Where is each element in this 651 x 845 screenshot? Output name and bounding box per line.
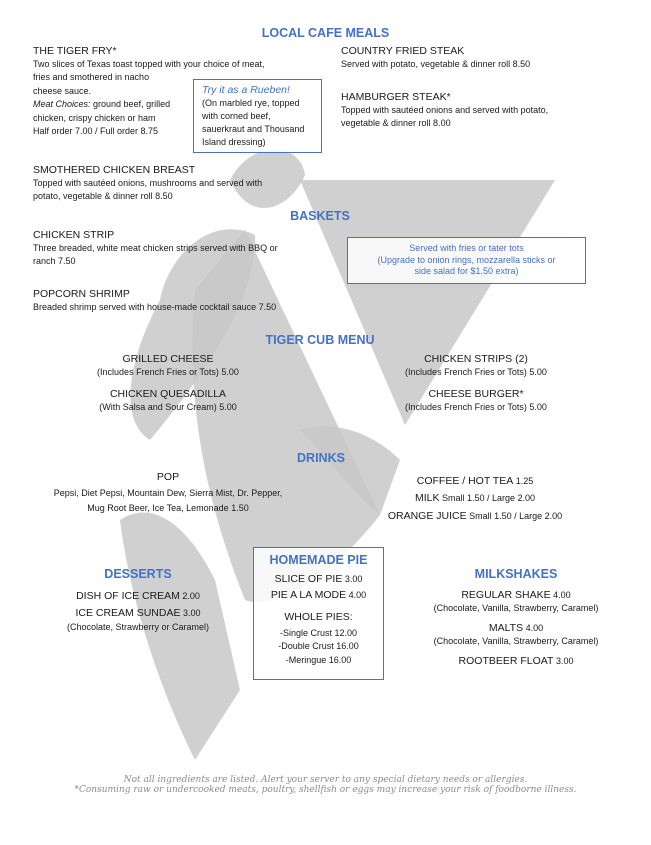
chicken-strip-desc-2: ranch 7.50 [33, 256, 76, 267]
drinks-list [366, 471, 584, 523]
chicken-strips-desc: (Includes French Fries or Tots) 5.00 [405, 367, 547, 377]
rootbeer-float-price: 3.00 [553, 655, 574, 666]
reuben-desc-2: with corned beef, [202, 111, 271, 121]
pop-item [30, 471, 306, 515]
grilled-cheese-item [63, 353, 273, 379]
single-crust-price: -Single Crust 12.00 [279, 627, 358, 638]
malts-price: 4.00 [523, 622, 544, 633]
popcorn-shrimp-item [33, 288, 343, 314]
homemade-pie-heading: HOMEMADE PIE [269, 553, 368, 567]
smothered-chicken-desc-1: Topped with sautéed onions, mushrooms and served with [33, 178, 263, 188]
orange-juice-item [366, 506, 584, 523]
consumption-warning: *Consuming raw or undercooked meats, poultry, shellfish or eggs may increase your risk of foodborne illness. [74, 785, 577, 795]
grilled-cheese-desc: (Includes French Fries or Tots) 5.00 [97, 367, 239, 377]
sundae-name: ICE CREAM SUNDAE [75, 607, 181, 620]
sundae-item [43, 603, 233, 620]
chicken-quesadilla-name: CHICKEN QUESADILLA [109, 388, 227, 400]
tiger-fry-desc-5: chicken, crispy chicken or ham [33, 112, 156, 123]
milk-name: MILK [414, 492, 440, 505]
malts-desc: (Chocolate, Vanilla, Strawberry, Caramel) [433, 636, 599, 647]
reuben-title: Try it as a Rueben! [202, 84, 290, 96]
cheese-burger-desc: (Includes French Fries or Tots) 5.00 [405, 402, 547, 412]
pie-a-la-mode-name: PIE A LA MODE [270, 589, 347, 602]
desserts-section [43, 567, 233, 634]
chicken-strip-name: CHICKEN STRIP [33, 229, 115, 241]
coffee-price: 1.25 [513, 476, 534, 486]
chicken-strip-item [33, 229, 333, 269]
country-fried-steak-name: COUNTRY FRIED STEAK [341, 45, 465, 57]
cheese-burger-item [371, 388, 581, 414]
sundae-price: 3.00 [180, 608, 201, 619]
pie-a-la-mode-item [254, 586, 383, 602]
hamburger-steak-desc-1: Topped with sautéed onions and served with potato, [341, 105, 549, 115]
reuben-note-box [193, 79, 322, 153]
coffee-name: COFFEE / HOT TEA [416, 475, 514, 487]
tiger-fry-desc-1: Two slices of Texas toast topped with your choice of meat, [33, 59, 265, 69]
reuben-desc-3: sauerkraut and Thousand [202, 124, 305, 134]
tiger-fry-desc-2: fries and smothered in nacho [33, 72, 150, 83]
orange-juice-price: Small 1.50 / Large 2.00 [466, 510, 563, 521]
meat-choices-text: ground beef, grilled [90, 99, 171, 110]
regular-shake-name: REGULAR SHAKE [461, 589, 551, 601]
homemade-pie-box [253, 547, 384, 680]
country-fried-steak-desc: Served with potato, vegetable & dinner roll 8.50 [341, 59, 531, 69]
desserts-heading: DESSERTS [104, 567, 172, 581]
baskets-note-1: Served with fries or tater tots [409, 243, 524, 253]
smothered-chicken-item [33, 164, 323, 204]
meringue-price: -Meringue 16.00 [285, 654, 352, 665]
whole-pies-label: WHOLE PIES: [284, 610, 353, 623]
baskets-note-2: (Upgrade to onion rings, mozzarella sticks or [377, 254, 556, 265]
slice-of-pie-price: 3.00 [342, 574, 363, 584]
pop-desc-1: Pepsi, Diet Pepsi, Mountain Dew, Sierra Mist, Dr. Pepper, [53, 488, 283, 498]
hamburger-steak-desc-2: vegetable & dinner roll 8.00 [341, 118, 451, 129]
pop-name: POP [156, 471, 180, 483]
ice-cream-price: 2.00 [179, 591, 200, 601]
grilled-cheese-name: GRILLED CHEESE [122, 353, 214, 365]
hamburger-steak-item [341, 91, 631, 131]
malts-name: MALTS [488, 621, 524, 634]
chicken-strips-item [371, 353, 581, 379]
tiger-cub-menu-heading: TIGER CUB MENU [265, 333, 375, 347]
country-fried-steak-item [341, 45, 631, 71]
allergy-note: Not all ingredients are listed. Alert your server to any special dietary needs or allergies. [123, 775, 528, 785]
sundae-desc: (Chocolate, Strawberry or Caramel) [66, 621, 210, 632]
malts-item [401, 619, 631, 635]
tiger-fry-desc-3: cheese sauce. [33, 85, 92, 96]
tiger-fry-name: THE TIGER FRY* [33, 45, 117, 57]
reuben-desc-1: (On marbled rye, topped [202, 98, 300, 108]
regular-shake-item [401, 586, 631, 602]
pie-a-la-mode-price: 4.00 [346, 590, 367, 601]
rootbeer-float-item [401, 652, 631, 668]
milkshakes-section [401, 567, 631, 668]
milk-item [366, 488, 584, 505]
chicken-quesadilla-item [63, 388, 273, 414]
chicken-strip-desc-1: Three breaded, white meat chicken strips served with BBQ or [33, 243, 278, 253]
tiger-fry-price: Half order 7.00 / Full order 8.75 [33, 126, 159, 137]
ice-cream-name: DISH OF ICE CREAM [76, 590, 180, 602]
baskets-sides-note-box [347, 237, 586, 284]
slice-of-pie-name: SLICE OF PIE [274, 573, 343, 585]
chicken-quesadilla-desc: (With Salsa and Sour Cream) 5.00 [99, 402, 237, 412]
orange-juice-name: ORANGE JUICE [387, 509, 467, 522]
smothered-chicken-desc-2: potato, vegetable & dinner roll 8.50 [33, 191, 173, 202]
chicken-strips-name: CHICKEN STRIPS (2) [424, 353, 528, 365]
pop-desc-2: Mug Root Beer, Ice Tea, Lemonade 1.50 [87, 502, 249, 513]
ice-cream-item [43, 586, 233, 603]
double-crust-price: -Double Crust 16.00 [278, 641, 359, 652]
slice-of-pie-item [254, 570, 383, 586]
milkshakes-heading: MILKSHAKES [474, 567, 558, 581]
baskets-heading: BASKETS [290, 209, 350, 223]
popcorn-shrimp-name: POPCORN SHRIMP [33, 288, 130, 300]
regular-shake-desc: (Chocolate, Vanilla, Strawberry, Caramel) [433, 603, 599, 614]
baskets-note-3: side salad for $1.50 extra) [414, 266, 519, 277]
local-cafe-meals-heading: LOCAL CAFE MEALS [261, 26, 390, 40]
milk-price: Small 1.50 / Large 2.00 [439, 493, 536, 504]
regular-shake-price: 4.00 [550, 590, 571, 600]
footer-notes [0, 775, 651, 795]
coffee-item [366, 471, 584, 488]
hamburger-steak-name: HAMBURGER STEAK* [341, 91, 451, 103]
meat-choices-label: Meat Choices: [33, 99, 91, 110]
drinks-heading: DRINKS [297, 451, 345, 465]
popcorn-shrimp-desc: Breaded shrimp served with house-made cocktail sauce 7.50 [33, 302, 277, 312]
smothered-chicken-name: SMOTHERED CHICKEN BREAST [33, 164, 196, 176]
reuben-desc-4: Island dressing) [202, 137, 266, 147]
cheese-burger-name: CHEESE BURGER* [428, 388, 524, 400]
rootbeer-float-name: ROOTBEER FLOAT [458, 654, 554, 667]
